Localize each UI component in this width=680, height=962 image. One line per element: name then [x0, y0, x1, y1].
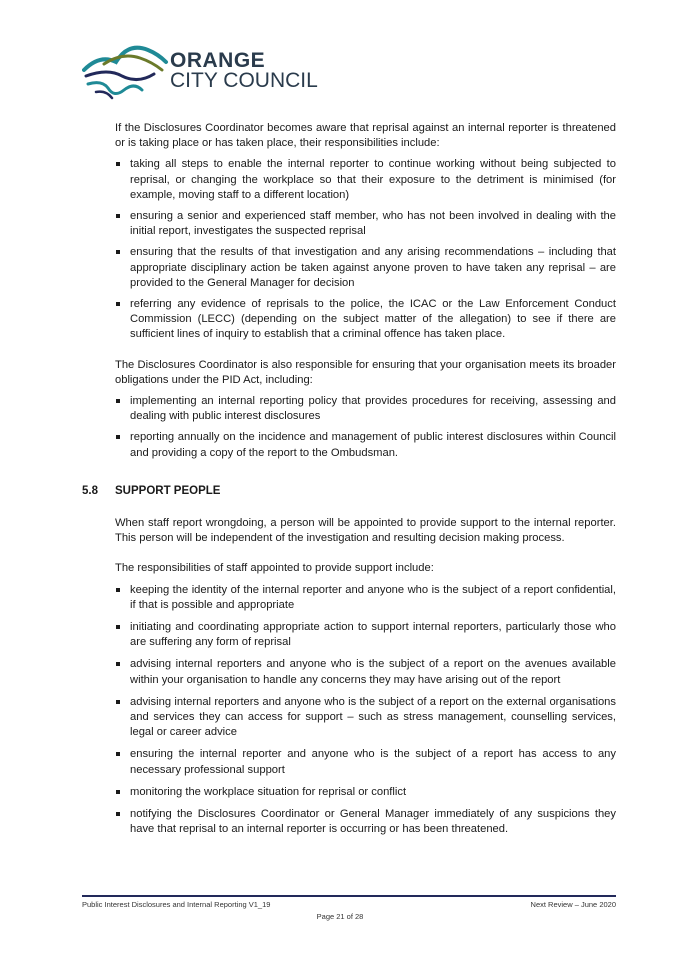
list-item: keeping the identity of the internal reporter and anyone who is the subject of a report confidential, if that is possible and appropriate	[115, 583, 616, 613]
paragraph-reprisal-intro: If the Disclosures Coordinator becomes aware that reprisal against an internal reporter is threatened or is taking place or has taken place, their responsibilities include:	[115, 122, 616, 150]
support-responsibilities-list	[115, 583, 616, 838]
reprisal-responsibilities-list	[115, 157, 616, 342]
list-item: ensuring the internal reporter and anyone who is the subject of a report has access to any necessary professional support	[115, 747, 616, 777]
footer-review-date: Next Review – June 2020	[530, 900, 616, 909]
orange-city-council-logo	[82, 40, 332, 104]
footer-divider	[82, 895, 616, 897]
list-item: ensuring that the results of that investigation and any arising recommendations – including that appropriate disciplinary action be taken against anyone proven to have taken any reprisal – are provided to the General Manager for decision	[115, 245, 616, 291]
page-body	[115, 121, 616, 461]
section-heading	[82, 485, 220, 497]
logo-line-2: CITY COUNCIL	[170, 69, 318, 92]
list-item: referring any evidence of reprisals to the police, the ICAC or the Law Enforcement Conduct Commission (LECC) (depending on the subject matter of the allegation) to see if there are sufficient lines of inquiry to establish that a criminal offence has taken place.	[115, 297, 616, 343]
list-item: initiating and coordinating appropriate action to support internal reporters, particularly those who are suffering any form of reprisal	[115, 620, 616, 650]
obligations-list	[115, 394, 616, 461]
list-item: ensuring a senior and experienced staff member, who has not been involved in dealing with the initial report, investigates the suspected reprisal	[115, 209, 616, 239]
list-item: taking all steps to enable the internal reporter to continue working without being subjected to reprisal, or changing the workplace so that their exposure to the detriment is minimised (for example, moving staff to a different location)	[115, 157, 616, 203]
section-number: 5.8	[82, 485, 98, 497]
support-section-body	[115, 516, 616, 837]
footer-page-number: Page 21 of 28	[316, 912, 364, 921]
logo-line-1: ORANGE	[170, 49, 266, 72]
paragraph-support-responsibilities: The responsibilities of staff appointed to provide support include:	[115, 562, 434, 575]
section-title: SUPPORT PEOPLE	[115, 485, 221, 497]
list-item: reporting annually on the incidence and management of public interest disclosures within Council and providing a copy of the report to the Ombudsman.	[115, 430, 616, 460]
list-item: advising internal reporters and anyone who is the subject of a report on the external organisations and services they can access for support – such as stress management, counselling services, legal or career advice	[115, 695, 616, 741]
paragraph-support-intro: When staff report wrongdoing, a person will be appointed to provide support to the internal reporter. This person will be independent of the investigation and resulting decision making process.	[115, 517, 616, 545]
list-item: advising internal reporters and anyone who is the subject of a report on the avenues available within your organisation to handle any concerns they may have arising out of the report	[115, 657, 616, 687]
river-hills-icon	[82, 40, 172, 104]
footer-document-title: Public Interest Disclosures and Internal Reporting V1_19	[82, 900, 271, 909]
list-item: notifying the Disclosures Coordinator or General Manager immediately of any suspicions they have that reprisal to an internal reporter is occurring or has been threatened.	[115, 807, 616, 837]
list-item: implementing an internal reporting policy that provides procedures for receiving, assessing and dealing with public interest disclosures	[115, 394, 616, 424]
paragraph-broader-obligations: The Disclosures Coordinator is also responsible for ensuring that your organisation meets its broader obligations under the PID Act, including:	[115, 358, 616, 386]
list-item: monitoring the workplace situation for reprisal or conflict	[115, 785, 616, 800]
